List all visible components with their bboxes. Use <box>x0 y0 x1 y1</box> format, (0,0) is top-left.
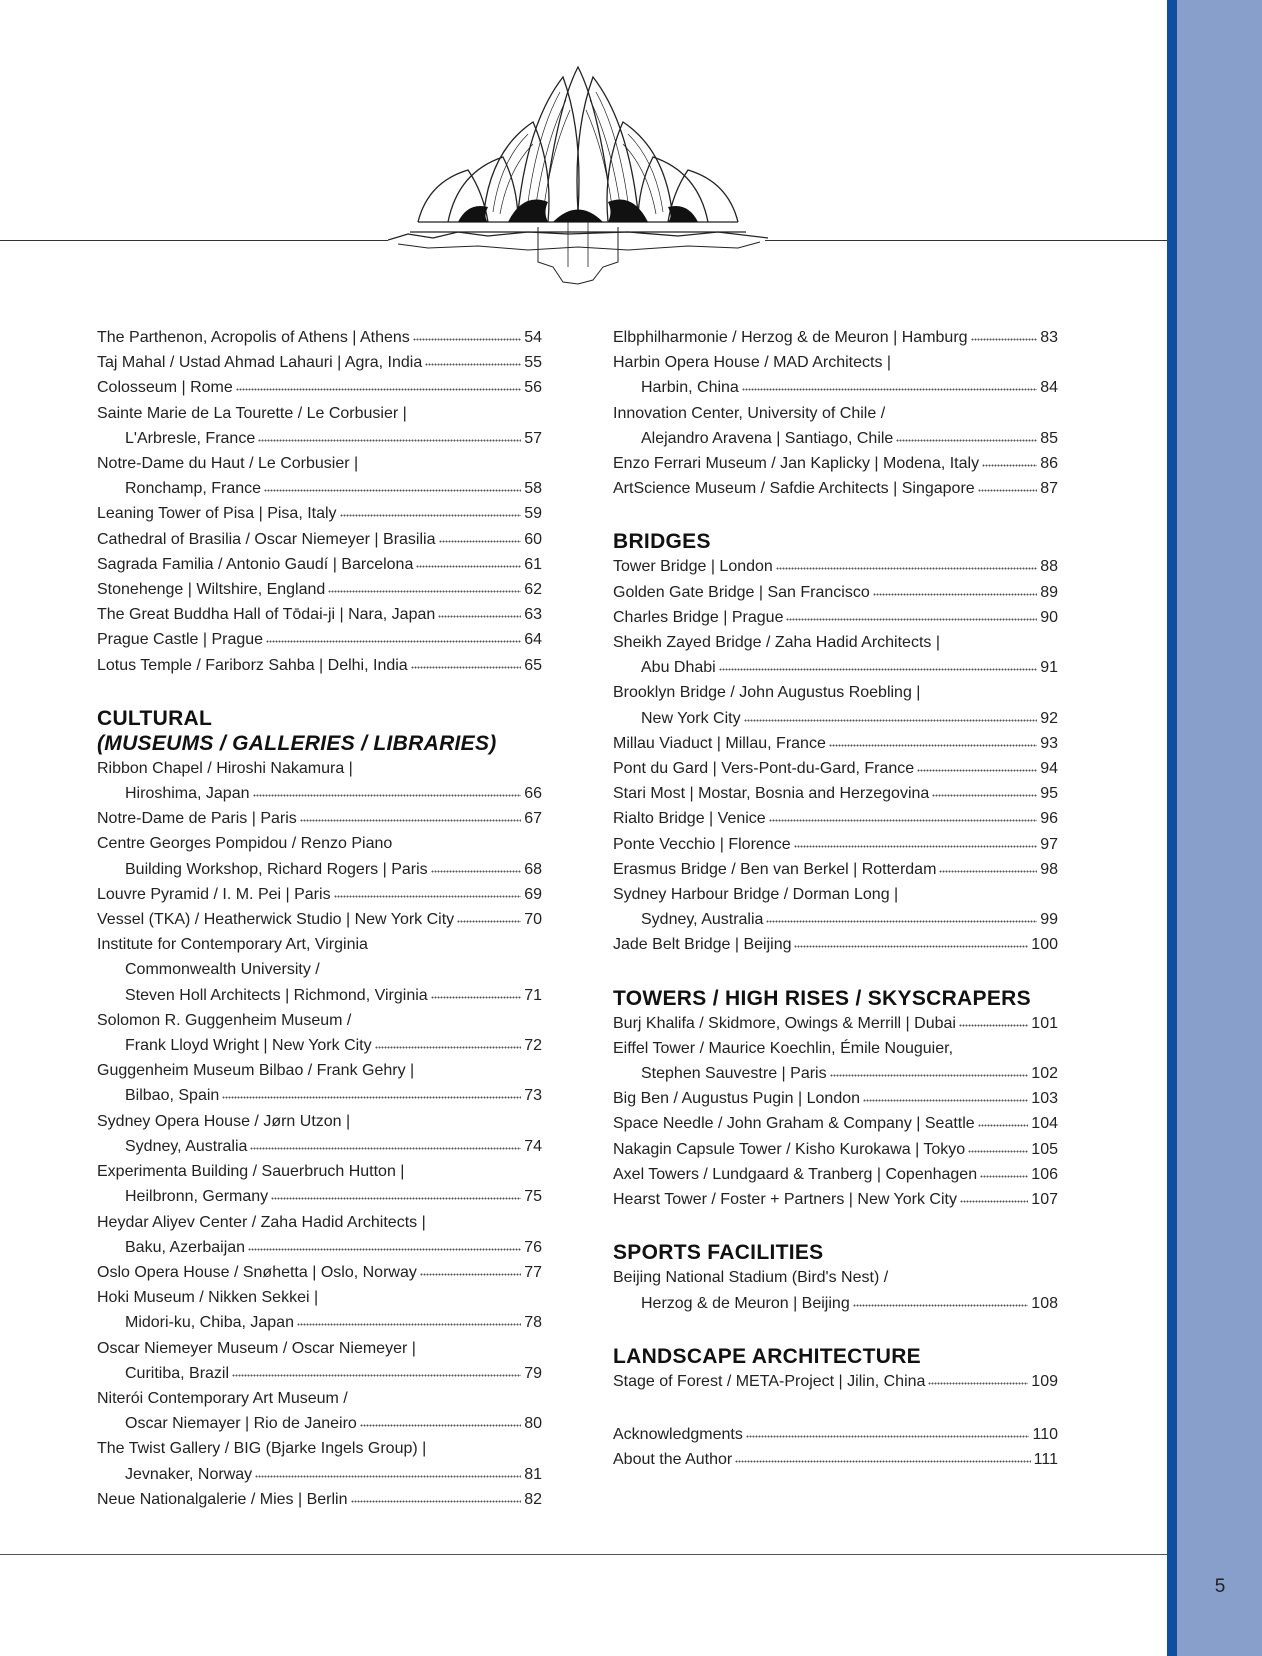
dot-leader <box>853 1304 1029 1307</box>
toc-page-number: 58 <box>524 480 542 498</box>
dot-leader <box>340 514 522 517</box>
toc-entry[interactable] <box>97 375 542 400</box>
dot-leader <box>425 363 521 366</box>
toc-column-left <box>97 325 542 1512</box>
toc-entry-text: Hiroshima, Japan <box>125 785 250 803</box>
toc-entry-text: Sydney, Australia <box>125 1137 248 1155</box>
toc-entry-text: Neue Nationalgalerie / Mies | Berlin <box>97 1490 348 1508</box>
toc-entry-text: Institute for Contemporary Art, Virginia <box>97 936 368 954</box>
toc-section-bridges <box>613 529 1058 957</box>
dot-leader <box>766 920 1037 923</box>
dot-leader <box>375 1046 522 1049</box>
toc-page-number: 97 <box>1040 835 1058 853</box>
toc-section-backmatter <box>613 1422 1058 1472</box>
toc-entry[interactable] <box>613 325 1058 350</box>
toc-entry[interactable] <box>613 401 1058 451</box>
toc-page-number: 104 <box>1031 1115 1058 1133</box>
toc-entry-text: Oscar Niemayer | Rio de Janeiro <box>125 1415 357 1433</box>
toc-entry-text: Jevnaker, Norway <box>125 1465 253 1483</box>
toc-page-number: 99 <box>1040 911 1058 929</box>
toc-page-number: 100 <box>1031 936 1058 954</box>
dot-leader <box>420 1273 521 1276</box>
toc-entry-text: Curitiba, Brazil <box>125 1364 230 1382</box>
dot-leader <box>297 1323 521 1326</box>
toc-page-number: 82 <box>524 1490 542 1508</box>
header-rule-left <box>0 240 388 241</box>
toc-entry[interactable] <box>97 527 542 552</box>
toc-entry-text: L'Arbresle, France <box>125 429 256 447</box>
toc-entry[interactable] <box>613 781 1058 806</box>
dot-leader <box>438 615 521 618</box>
toc-entry-text: Oscar Niemeyer Museum / Oscar Niemeyer | <box>97 1339 416 1357</box>
toc-entry-text: Leaning Tower of Pisa | Pisa, Italy <box>97 505 337 523</box>
dot-leader <box>863 1099 1028 1102</box>
toc-entry-text: Louvre Pyramid / I. M. Pei | Paris <box>97 885 331 903</box>
toc-page-number: 55 <box>524 354 542 372</box>
toc-entry-text: Vessel (TKA) / Heatherwick Studio | New York City <box>97 911 455 929</box>
toc-entry[interactable] <box>97 501 542 526</box>
page-edge-band <box>1167 0 1262 1656</box>
toc-entry[interactable] <box>613 350 1058 400</box>
toc-entry-text: Sydney, Australia <box>641 911 764 929</box>
toc-page-number: 64 <box>524 631 542 649</box>
toc-entry[interactable] <box>97 1436 542 1486</box>
toc-page-number: 102 <box>1031 1065 1058 1083</box>
dot-leader <box>719 668 1037 671</box>
toc-entry[interactable] <box>613 1011 1058 1036</box>
toc-entry-text: Sydney Harbour Bridge / Dorman Long | <box>613 886 899 904</box>
section-heading: LANDSCAPE ARCHITECTURE <box>613 1344 921 1368</box>
toc-page-number: 98 <box>1040 860 1058 878</box>
toc-entry-text: Innovation Center, University of Chile / <box>613 404 886 422</box>
toc-entry[interactable] <box>97 756 542 806</box>
toc-entry-text: Heilbronn, Germany <box>125 1188 269 1206</box>
toc-page-number: 84 <box>1040 379 1058 397</box>
toc-entry-text: Burj Khalifa / Skidmore, Owings & Merrill | Dubai <box>613 1014 956 1032</box>
section-subheading: (MUSEUMS / GALLERIES / LIBRARIES) <box>97 731 497 755</box>
toc-entry[interactable] <box>97 1008 542 1058</box>
lotus-temple-illustration <box>388 62 768 292</box>
toc-entry-text: Prague Castle | Prague <box>97 631 264 649</box>
toc-entry-text: Nakagin Capsule Tower / Kisho Kurokawa | Tokyo <box>613 1140 966 1158</box>
toc-entry[interactable] <box>613 451 1058 476</box>
toc-entry[interactable] <box>613 1036 1058 1086</box>
toc-entry[interactable] <box>97 1336 542 1386</box>
dot-leader <box>980 1175 1028 1178</box>
toc-entry[interactable] <box>613 832 1058 857</box>
toc-page-number: 107 <box>1031 1191 1058 1209</box>
page-edge-stripe <box>1167 0 1177 1656</box>
dot-leader <box>457 920 521 923</box>
dot-leader <box>253 794 522 797</box>
dot-leader <box>300 819 521 822</box>
toc-page-number: 62 <box>524 581 542 599</box>
toc-section-cultural <box>97 706 542 1512</box>
dot-leader <box>786 618 1037 621</box>
dot-leader <box>413 338 521 341</box>
toc-page-number: 68 <box>524 860 542 878</box>
toc-section-landmarks <box>97 325 542 678</box>
toc-entry[interactable] <box>613 806 1058 831</box>
dot-leader <box>978 489 1038 492</box>
toc-entry-text: Tower Bridge | London <box>613 558 773 576</box>
toc-entry-text: Eiffel Tower / Maurice Koechlin, Émile Nouguier, <box>613 1039 954 1057</box>
toc-page-number: 78 <box>524 1314 542 1332</box>
toc-entry[interactable] <box>97 806 542 831</box>
toc-entry-text: Herzog & de Meuron | Beijing <box>641 1294 850 1312</box>
toc-entry-text: New York City <box>641 709 741 727</box>
toc-page-number: 65 <box>524 656 542 674</box>
toc-entry[interactable] <box>97 552 542 577</box>
toc-entry-text: The Great Buddha Hall of Tōdai-ji | Nara, Japan <box>97 606 436 624</box>
toc-page-number: 70 <box>524 911 542 929</box>
dot-leader <box>334 895 522 898</box>
toc-entry-text: Building Workshop, Richard Rogers | Paris <box>125 860 428 878</box>
toc-entry-text: Heydar Aliyev Center / Zaha Hadid Architects | <box>97 1213 426 1231</box>
dot-leader <box>829 744 1037 747</box>
toc-entry-text: Frank Lloyd Wright | New York City <box>125 1037 372 1055</box>
dot-leader <box>271 1197 521 1200</box>
toc-page-number: 87 <box>1040 480 1058 498</box>
toc-page-number: 96 <box>1040 810 1058 828</box>
dot-leader <box>236 388 521 391</box>
section-heading: CULTURAL <box>97 706 213 730</box>
toc-page-number: 57 <box>524 429 542 447</box>
toc-entry[interactable] <box>97 451 542 501</box>
dot-leader <box>917 769 1037 772</box>
toc-entry-text: Big Ben / Augustus Pugin | London <box>613 1090 861 1108</box>
dot-leader <box>248 1248 521 1251</box>
dot-leader <box>968 1150 1028 1153</box>
dot-leader <box>982 464 1037 467</box>
toc-entry-text: Notre-Dame de Paris | Paris <box>97 810 297 828</box>
dot-leader <box>255 1475 521 1478</box>
toc-entry[interactable] <box>97 577 542 602</box>
toc-entry-text: Midori-ku, Chiba, Japan <box>125 1314 294 1332</box>
toc-page-number: 61 <box>524 555 542 573</box>
header-rule-right <box>765 240 1167 241</box>
toc-entry-text: Cathedral of Brasilia / Oscar Niemeyer | Brasilia <box>97 530 436 548</box>
toc-entry[interactable] <box>97 1386 542 1436</box>
toc-page-number: 90 <box>1040 608 1058 626</box>
toc-entry-text: Stonehenge | Wiltshire, England <box>97 581 326 599</box>
toc-entry-text: Axel Towers / Lundgaard & Tranberg | Copenhagen <box>613 1165 978 1183</box>
toc-entry[interactable] <box>613 932 1058 957</box>
dot-leader <box>360 1424 521 1427</box>
toc-page-number: 71 <box>524 986 542 1004</box>
dot-leader <box>744 719 1038 722</box>
dot-leader <box>431 870 522 873</box>
toc-entry-text: Space Needle / John Graham & Company | Seattle <box>613 1115 975 1133</box>
toc-entry-text: Bilbao, Spain <box>125 1087 220 1105</box>
toc-entry-text: Guggenheim Museum Bilbao / Frank Gehry | <box>97 1062 415 1080</box>
toc-page-number: 103 <box>1031 1090 1058 1108</box>
section-heading: SPORTS FACILITIES <box>613 1241 824 1265</box>
toc-entry-text: Beijing National Stadium (Bird's Nest) / <box>613 1269 889 1287</box>
toc-page-number: 83 <box>1040 329 1058 346</box>
toc-entry-text: Ronchamp, France <box>125 480 262 498</box>
toc-page-number: 94 <box>1040 760 1058 778</box>
dot-leader <box>258 439 521 442</box>
toc-page-number: 54 <box>524 329 542 346</box>
toc-page-number: 86 <box>1040 455 1058 473</box>
dot-leader <box>830 1074 1029 1077</box>
toc-entry[interactable] <box>613 476 1058 501</box>
toc-entry-text: Niterói Contemporary Art Museum / <box>97 1389 348 1407</box>
dot-leader <box>939 870 1037 873</box>
toc-entry[interactable] <box>97 653 542 678</box>
toc-entry[interactable] <box>97 1058 542 1108</box>
toc-page-number: 80 <box>524 1415 542 1433</box>
toc-entry-text: Sagrada Familia / Antonio Gaudí | Barcelona <box>97 555 414 573</box>
toc-entry-text: Sainte Marie de La Tourette / Le Corbusier | <box>97 404 407 422</box>
dot-leader <box>735 1460 1030 1463</box>
dot-leader <box>222 1096 521 1099</box>
toc-entry[interactable] <box>97 907 542 932</box>
toc-entry-text: Lotus Temple / Fariborz Sahba | Delhi, India <box>97 656 408 674</box>
toc-page-number: 79 <box>524 1364 542 1382</box>
dot-leader <box>266 640 521 643</box>
dot-leader <box>794 845 1038 848</box>
toc-entry-text: Baku, Azerbaijan <box>125 1238 246 1256</box>
dot-leader <box>746 1435 1030 1438</box>
toc-entry-text: Ribbon Chapel / Hiroshi Nakamura | <box>97 759 353 777</box>
dot-leader <box>978 1124 1029 1127</box>
toc-entry-text: Golden Gate Bridge | San Francisco <box>613 583 870 601</box>
toc-entry-text: Colosseum | Rome <box>97 379 233 397</box>
toc-entry[interactable] <box>97 627 542 652</box>
toc-entry[interactable] <box>613 1265 1058 1315</box>
toc-page-number: 108 <box>1031 1294 1058 1312</box>
toc-entry[interactable] <box>613 680 1058 730</box>
toc-entry-text: Commonwealth University / <box>125 961 320 979</box>
toc-entry[interactable] <box>97 350 542 375</box>
dot-leader <box>928 1382 1028 1385</box>
toc-page-number: 89 <box>1040 583 1058 601</box>
toc-entry[interactable] <box>613 882 1058 932</box>
toc-entry[interactable] <box>613 1447 1058 1472</box>
toc-entry-text: Steven Holl Architects | Richmond, Virginia <box>125 986 428 1004</box>
dot-leader <box>959 1024 1028 1027</box>
toc-page-number: 106 <box>1031 1165 1058 1183</box>
toc-entry[interactable] <box>613 1086 1058 1111</box>
toc-section-sports <box>613 1240 1058 1315</box>
dot-leader <box>769 819 1038 822</box>
dot-leader <box>932 794 1037 797</box>
dot-leader <box>776 567 1037 570</box>
toc-section-towers <box>613 986 1058 1213</box>
dot-leader <box>439 540 522 543</box>
toc-entry-text: Jade Belt Bridge | Beijing <box>613 936 792 954</box>
toc-entry[interactable] <box>97 325 542 350</box>
toc-entry[interactable] <box>97 1260 542 1285</box>
toc-entry[interactable] <box>613 1369 1058 1394</box>
section-heading: TOWERS / HIGH RISES / SKYSCRAPERS <box>613 986 1031 1010</box>
toc-page-number: 93 <box>1040 734 1058 752</box>
toc-entry[interactable] <box>97 1285 542 1335</box>
page-number: 5 <box>1214 1576 1226 1597</box>
toc-entry-text: Ponte Vecchio | Florence <box>613 835 791 853</box>
dot-leader <box>232 1374 521 1377</box>
dot-leader <box>873 593 1037 596</box>
dot-leader <box>794 945 1028 948</box>
dot-leader <box>416 565 521 568</box>
section-heading: BRIDGES <box>613 530 711 554</box>
toc-entry[interactable] <box>613 857 1058 882</box>
toc-page-number: 56 <box>524 379 542 397</box>
dot-leader <box>431 996 522 999</box>
toc-entry-text: Alejandro Aravena | Santiago, Chile <box>641 429 894 447</box>
toc-page-number: 92 <box>1040 709 1058 727</box>
toc-entry-text: Brooklyn Bridge / John Augustus Roebling | <box>613 684 921 702</box>
toc-entry[interactable] <box>97 932 542 1008</box>
toc-entry[interactable] <box>613 731 1058 756</box>
toc-entry[interactable] <box>613 630 1058 680</box>
dot-leader <box>960 1200 1028 1203</box>
toc-entry-text: Stephen Sauvestre | Paris <box>641 1065 827 1083</box>
toc-entry[interactable] <box>613 554 1058 579</box>
toc-entry-text: Enzo Ferrari Museum / Jan Kaplicky | Modena, Italy <box>613 455 980 473</box>
toc-entry-text: Elbphilharmonie / Herzog & de Meuron | Hamburg <box>613 329 968 346</box>
toc-entry-text: Acknowledgments <box>613 1425 743 1443</box>
toc-page-number: 105 <box>1031 1140 1058 1158</box>
toc-page-number: 75 <box>524 1188 542 1206</box>
toc-section-museums-cont <box>613 325 1058 501</box>
toc-entry-text: Notre-Dame du Haut / Le Corbusier | <box>97 455 359 473</box>
toc-page-number: 88 <box>1040 558 1058 576</box>
dot-leader <box>411 666 522 669</box>
toc-entry-text: Millau Viaduct | Millau, France <box>613 734 826 752</box>
toc-entry-text: ArtScience Museum / Safdie Architects | Singapore <box>613 480 975 498</box>
toc-entry[interactable] <box>613 1162 1058 1187</box>
toc-page-number: 95 <box>1040 785 1058 803</box>
toc-entry[interactable] <box>613 1111 1058 1136</box>
toc-entry-text: Rialto Bridge | Venice <box>613 810 766 828</box>
toc-entry[interactable] <box>97 602 542 627</box>
toc-page-number: 72 <box>524 1037 542 1055</box>
toc-entry[interactable] <box>97 1487 542 1512</box>
toc-entry[interactable] <box>97 882 542 907</box>
toc-column-right <box>613 325 1058 1472</box>
toc-entry-text: The Twist Gallery / BIG (Bjarke Ingels Group) | <box>97 1440 427 1458</box>
toc-entry[interactable] <box>613 605 1058 630</box>
toc-entry[interactable] <box>613 1187 1058 1212</box>
dot-leader <box>971 338 1038 341</box>
toc-entry-text: Solomon R. Guggenheim Museum / <box>97 1011 352 1029</box>
dot-leader <box>351 1500 522 1503</box>
toc-entry-text: Harbin, China <box>641 379 739 397</box>
toc-entry[interactable] <box>613 1137 1058 1162</box>
toc-entry-text: Experimenta Building / Sauerbruch Hutton | <box>97 1163 405 1181</box>
toc-entry[interactable] <box>97 401 542 451</box>
toc-page-number: 85 <box>1040 429 1058 447</box>
toc-entry-text: Hoki Museum / Nikken Sekkei | <box>97 1289 319 1307</box>
toc-page-number: 91 <box>1040 659 1058 677</box>
toc-entry[interactable] <box>613 1422 1058 1447</box>
toc-entry[interactable] <box>613 756 1058 781</box>
toc-entry-text: Harbin Opera House / MAD Architects | <box>613 354 892 372</box>
toc-page-number: 81 <box>524 1465 542 1483</box>
toc-entry-text: Stage of Forest / META-Project | Jilin, China <box>613 1372 926 1390</box>
toc-page-number: 74 <box>524 1137 542 1155</box>
toc-entry-text: The Parthenon, Acropolis of Athens | Athens <box>97 329 410 346</box>
toc-entry[interactable] <box>613 580 1058 605</box>
toc-entry-text: About the Author <box>613 1451 733 1469</box>
toc-entry[interactable] <box>97 1210 542 1260</box>
dot-leader <box>328 590 521 593</box>
dot-leader <box>742 388 1037 391</box>
dot-leader <box>250 1147 521 1150</box>
toc-entry-text: Hearst Tower / Foster + Partners | New York City <box>613 1191 957 1209</box>
toc-page-number: 60 <box>524 530 542 548</box>
toc-entry-text: Pont du Gard | Vers-Pont-du-Gard, France <box>613 760 915 778</box>
toc-entry-text: Abu Dhabi <box>641 659 716 677</box>
toc-entry-text: Stari Most | Mostar, Bosnia and Herzegovina <box>613 785 930 803</box>
toc-page-number: 76 <box>524 1238 542 1256</box>
toc-page-number: 73 <box>524 1087 542 1105</box>
toc-entry-text: Sheikh Zayed Bridge / Zaha Hadid Architects | <box>613 634 940 652</box>
toc-page-number: 111 <box>1033 1451 1058 1469</box>
toc-section-landscape <box>613 1344 1058 1394</box>
toc-page-number: 69 <box>524 885 542 903</box>
toc-page-number: 101 <box>1031 1014 1058 1032</box>
toc-entry[interactable] <box>97 1159 542 1209</box>
dot-leader <box>896 439 1037 442</box>
toc-page-number: 63 <box>524 606 542 624</box>
toc-entry-text: Centre Georges Pompidou / Renzo Piano <box>97 835 393 853</box>
toc-page-number: 59 <box>524 505 542 523</box>
toc-entry-text: Taj Mahal / Ustad Ahmad Lahauri | Agra, India <box>97 354 423 372</box>
toc-page-number: 109 <box>1031 1372 1058 1390</box>
toc-entry-text: Charles Bridge | Prague <box>613 608 784 626</box>
footer-rule <box>0 1554 1167 1555</box>
dot-leader <box>264 489 521 492</box>
toc-entry[interactable] <box>97 831 542 881</box>
toc-entry-text: Oslo Opera House / Snøhetta | Oslo, Norway <box>97 1263 417 1281</box>
toc-page-number: 67 <box>524 810 542 828</box>
toc-entry-text: Erasmus Bridge / Ben van Berkel | Rotterdam <box>613 860 937 878</box>
toc-page-number: 77 <box>524 1263 542 1281</box>
toc-entry[interactable] <box>97 1109 542 1159</box>
toc-entry-text: Sydney Opera House / Jørn Utzon | <box>97 1112 351 1130</box>
toc-page-number: 66 <box>524 785 542 803</box>
toc-page-number: 110 <box>1032 1425 1058 1443</box>
